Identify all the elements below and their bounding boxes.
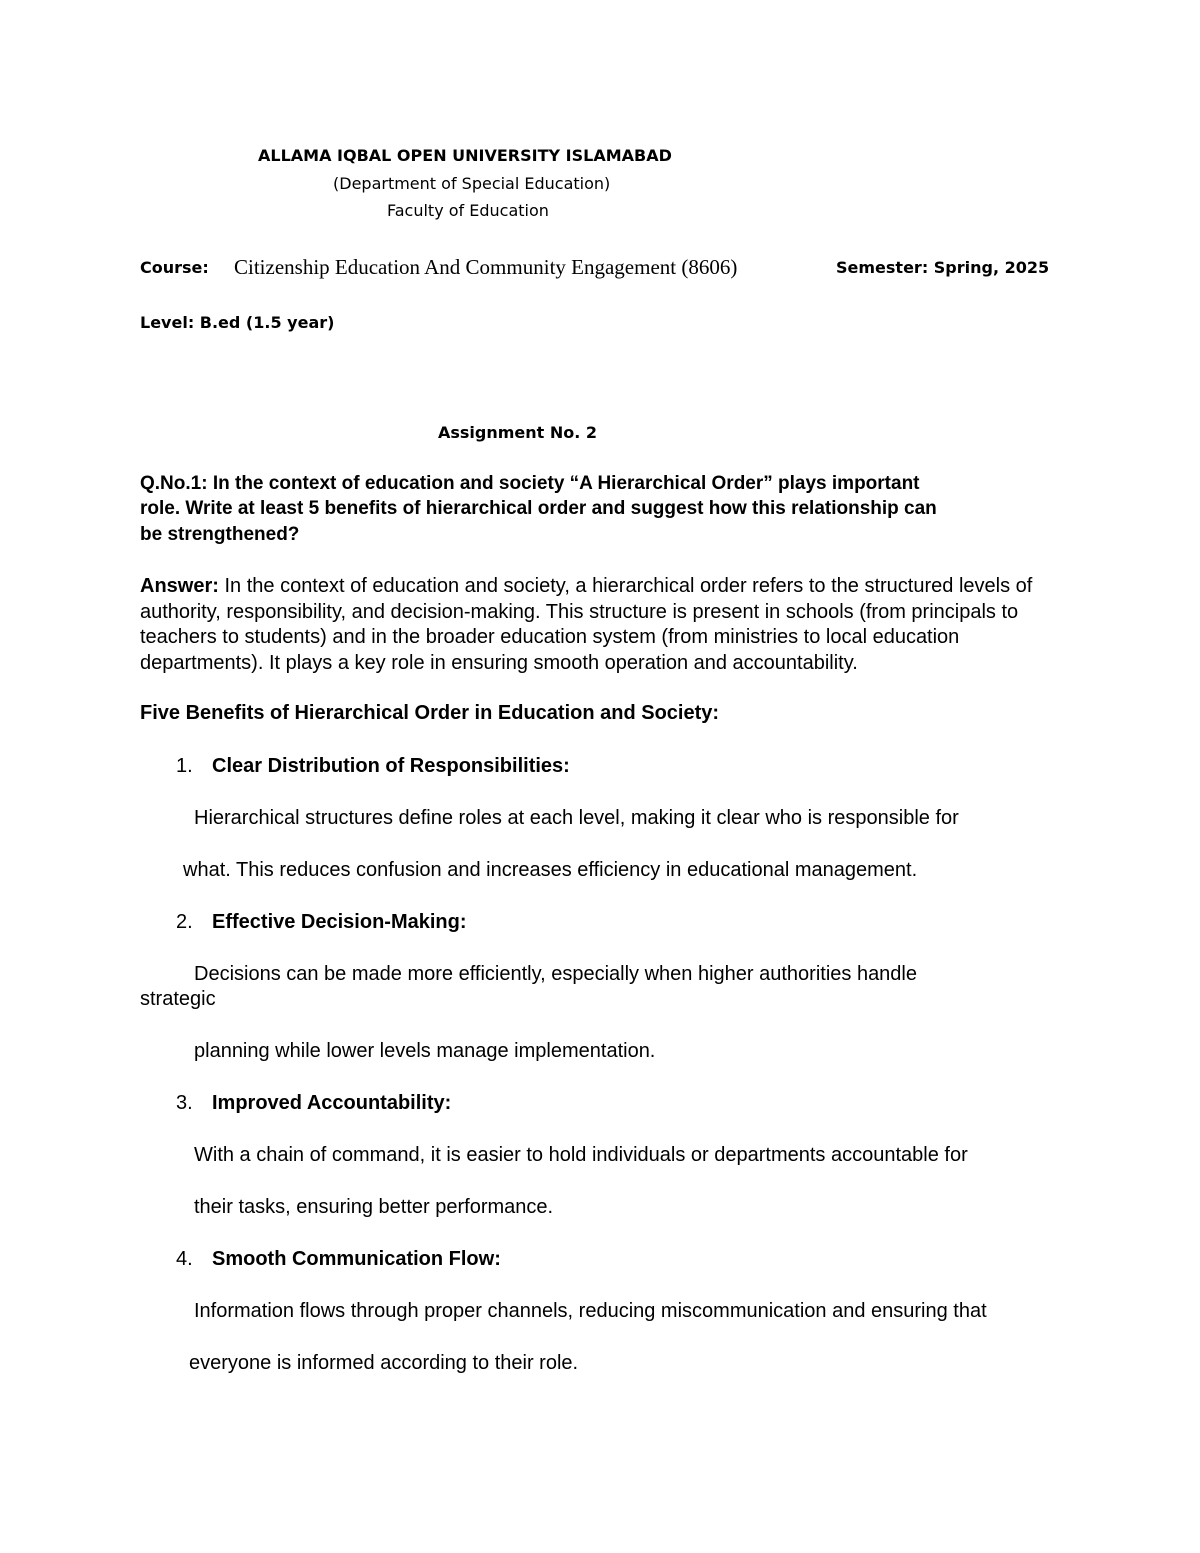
benefit-1-line-2: what. This reduces confusion and increases efficiency in educational management. xyxy=(183,859,918,881)
benefit-4-line-1: Information flows through proper channels, reducing miscommunication and ensuring that xyxy=(194,1300,987,1322)
faculty-name: Faculty of Education xyxy=(387,201,549,220)
benefit-4-line-2: everyone is informed according to their role. xyxy=(189,1352,579,1374)
benefit-3-line-1: With a chain of command, it is easier to hold individuals or departments accountable for xyxy=(194,1144,968,1166)
assignment-title: Assignment No. 2 xyxy=(438,423,598,442)
question-line-1: Q.No.1: In the context of education and society “A Hierarchical Order” plays important xyxy=(140,473,920,494)
question-line-2: role. Write at least 5 benefits of hierarchical order and suggest how this relationship can xyxy=(140,498,937,519)
benefit-2-title: Effective Decision-Making: xyxy=(212,911,467,933)
benefit-2-line-2: planning while lower levels manage implementation. xyxy=(194,1040,656,1062)
answer-label: Answer: xyxy=(140,575,219,597)
benefit-2-line-1: Decisions can be made more efficiently, especially when higher authorities handle xyxy=(194,963,917,985)
benefit-3-number: 3. xyxy=(176,1092,193,1114)
department-name: (Department of Special Education) xyxy=(333,174,611,193)
university-name: ALLAMA IQBAL OPEN UNIVERSITY ISLAMABAD xyxy=(258,146,672,165)
course-label: Course: xyxy=(140,258,209,277)
semester: Semester: Spring, 2025 xyxy=(836,258,1050,277)
answer-paragraph xyxy=(140,574,1070,676)
level: Level: B.ed (1.5 year) xyxy=(140,313,335,332)
benefit-4-title: Smooth Communication Flow: xyxy=(212,1248,501,1270)
benefit-1-title: Clear Distribution of Responsibilities: xyxy=(212,755,570,777)
question-line-3: be strengthened? xyxy=(140,524,300,545)
benefit-3-title: Improved Accountability: xyxy=(212,1092,452,1114)
benefit-1-number: 1. xyxy=(176,755,193,777)
answer-text: In the context of education and society, a hierarchical order refers to the structured levels of authority, responsibility, and decision-making. This structure is present in schools (from principals to teachers to students) and in the broader education system (from ministries to local education departments). It plays a key role in ensuring smooth operation and accountability. xyxy=(140,575,1033,674)
benefit-4-number: 4. xyxy=(176,1248,193,1270)
benefit-2-line-1-wrap: strategic xyxy=(140,988,216,1010)
benefit-2-number: 2. xyxy=(176,911,193,933)
course-name: Citizenship Education And Community Engagement (8606) xyxy=(234,255,738,279)
benefit-1-line-1: Hierarchical structures define roles at each level, making it clear who is responsible for xyxy=(194,807,959,829)
benefits-heading: Five Benefits of Hierarchical Order in Education and Society: xyxy=(140,702,720,724)
benefit-3-line-2: their tasks, ensuring better performance. xyxy=(194,1196,554,1218)
